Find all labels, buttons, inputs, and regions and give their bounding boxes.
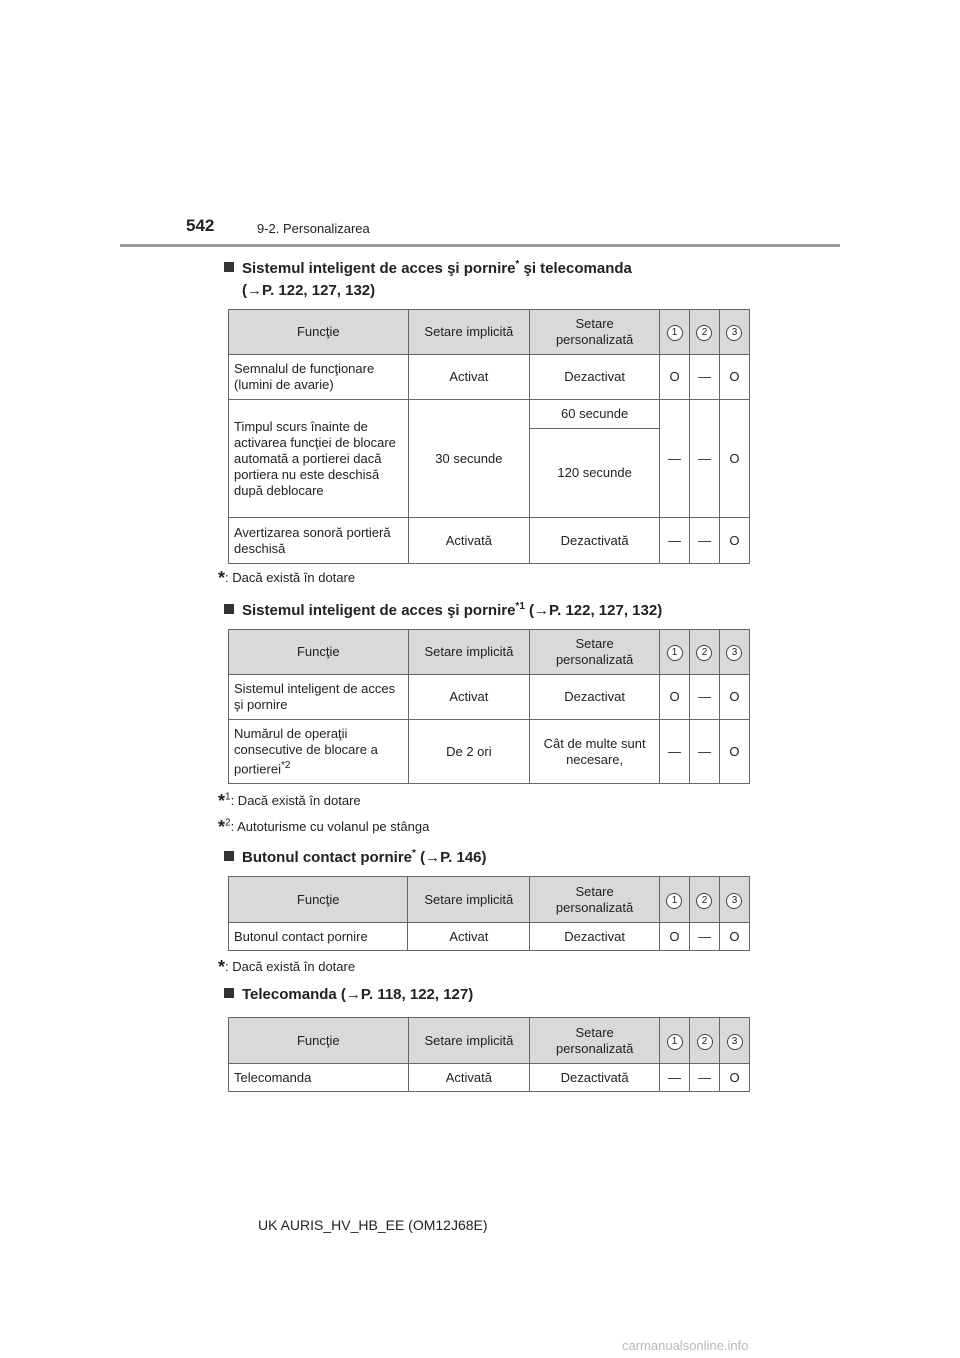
chapter-title: 9-2. Personalizarea [257,221,370,236]
col-custom-header: Setare personalizată [530,877,660,923]
circled-number-icon: 2 [696,645,712,661]
circled-number-icon: 2 [697,1034,713,1050]
settings-table-4 [228,1017,750,1092]
section-heading-1: Sistemul inteligent de acces şi pornire* şi telecomanda (→P. 122, 127, 132) [224,254,632,302]
col-function-header: Funcţie [229,877,408,923]
col-circle-3 [719,877,749,923]
circled-number-icon: 2 [696,325,712,341]
page-number: 542 [186,216,215,235]
circled-number-icon: 3 [727,1034,743,1050]
square-bullet-icon [224,604,234,614]
col-default-header: Setare implicită [408,310,530,355]
circled-number-icon: 1 [667,325,683,341]
circled-number-icon: 1 [667,1034,683,1050]
section-heading-3: Butonul contact pornire* (→P. 146) [224,843,487,869]
section-heading-2: Sistemul inteligent de acces şi pornire$^{*1}$ (→P. 122, 127, 132) [224,596,662,622]
header-rule [120,244,840,247]
col-function-header: Funcţie [229,630,409,675]
table-row: Telecomanda Activată Dezactivată — — O [229,1064,750,1092]
table-row: Avertizarea sonoră portieră deschisă Activată Dezactivată — — O [229,518,750,564]
table-row: Numărul de operaţii consecutive de blocare a portierei$^{*2}$ De 2 ori Cât de multe sunt necesare, — — O [229,720,750,784]
col-circle-2 [690,630,720,675]
col-circle-2 [690,1018,720,1064]
col-circle-1 [660,1018,690,1064]
table-row: 120 secunde [229,429,750,518]
circled-number-icon: 1 [666,893,682,909]
col-custom-header: Setare personalizată [530,630,660,675]
col-circle-3 [720,1018,750,1064]
table-header-row [229,1018,750,1064]
watermark: carmanualsonline.info [622,1338,749,1353]
footnote: *: Dacă există în dotare [218,568,356,588]
circled-number-icon: 2 [696,893,712,909]
footnote: *: Dacă există în dotare [218,957,356,977]
table-row: Timpul scurs înainte de activarea funcţiei de blocare automată a portierei dacă portiera nu este deschisă după deblocare 30 secunde 60 secunde — — O [229,400,750,429]
col-custom-header: Setare personalizată [530,310,660,355]
footnote: *$^2$: Autoturisme cu volanul pe stânga [218,817,430,837]
settings-table-2 [228,629,750,784]
circled-number-icon: 1 [667,645,683,661]
footer-model-code: UK AURIS_HV_HB_EE (OM12J68E) [258,1217,488,1233]
section-heading-4: Telecomanda (→P. 118, 122, 127) [224,984,473,1006]
table-row: Butonul contact pornire Activat Dezactivat O — O [229,923,750,951]
col-circle-2 [689,877,719,923]
table-header-row [229,877,750,923]
col-circle-1 [660,630,690,675]
square-bullet-icon [224,851,234,861]
square-bullet-icon [224,988,234,998]
col-default-header: Setare implicită [408,1018,530,1064]
col-circle-1 [660,877,690,923]
col-function-header: Funcţie [229,310,409,355]
col-default-header: Setare implicită [408,630,530,675]
settings-table-1 [228,309,750,564]
col-default-header: Setare implicită [408,877,530,923]
table-header-row [229,630,750,675]
circled-number-icon: 3 [726,645,742,661]
col-function-header: Funcţie [229,1018,409,1064]
col-custom-header: Setare personalizată [530,1018,660,1064]
col-circle-1 [660,310,690,355]
table-row: Sistemul inteligent de acces şi pornire Activat Dezactivat O — O [229,675,750,720]
circled-number-icon: 3 [726,325,742,341]
settings-table-3 [228,876,750,951]
col-circle-3 [719,630,749,675]
footnote: *$^1$: Dacă există în dotare [218,791,361,811]
col-circle-2 [690,310,720,355]
table-header-row [229,310,750,355]
circled-number-icon: 3 [726,893,742,909]
col-circle-3 [719,310,749,355]
square-bullet-icon [224,262,234,272]
table-row: Semnalul de funcţionare (lumini de avarie) Activat Dezactivat O — O [229,355,750,400]
